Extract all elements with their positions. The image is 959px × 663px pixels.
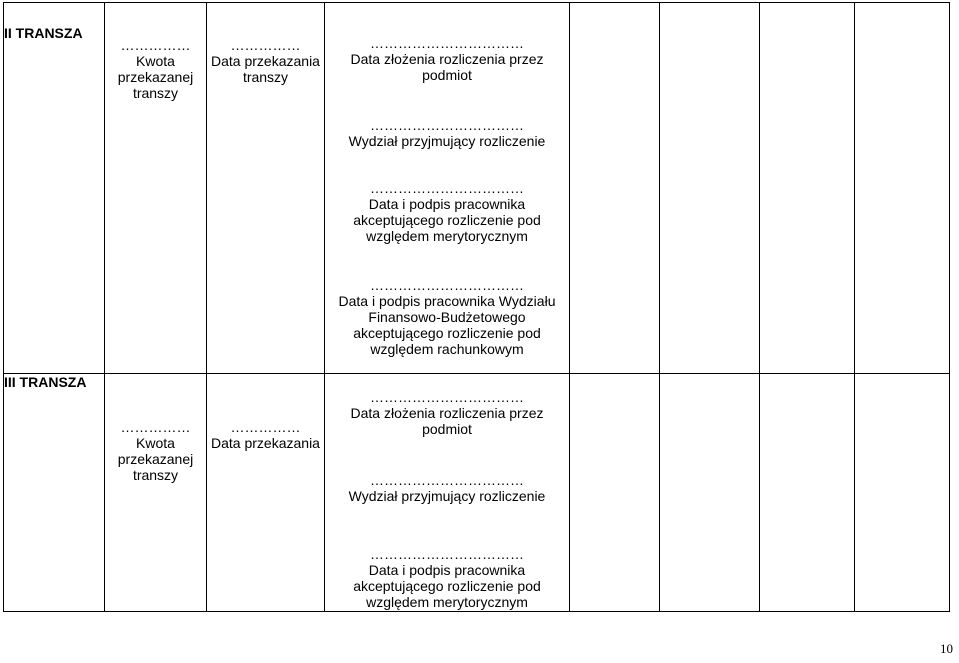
section-row-iii bbox=[4, 374, 950, 612]
amount-dots: …………… bbox=[120, 37, 191, 53]
department-label: Wydział przyjmujący rozliczenie bbox=[348, 133, 546, 149]
empty-cell bbox=[760, 374, 855, 612]
submission-dots: …………………………… bbox=[370, 389, 524, 405]
section-row-ii bbox=[4, 3, 950, 374]
amount-cell bbox=[105, 3, 207, 374]
section-label: II TRANSZA bbox=[4, 3, 105, 374]
transfer-date-dots: …………… bbox=[230, 419, 301, 435]
transfer-date-cell bbox=[207, 3, 325, 374]
page-number: 10 bbox=[940, 641, 953, 656]
transfer-date-cell bbox=[207, 374, 325, 612]
amount-dots: …………… bbox=[120, 419, 191, 435]
submission-label: Data złożenia rozliczenia przez podmiot bbox=[350, 405, 544, 437]
amount-cell bbox=[105, 374, 207, 612]
section-label: III TRANSZA bbox=[4, 374, 105, 612]
empty-cell bbox=[660, 374, 760, 612]
merit-sign-label: Data i podpis pracownika akceptującego rozliczenie pod względem merytorycznym bbox=[353, 562, 541, 610]
amount-label: Kwota przekazanej transzy bbox=[117, 435, 194, 483]
empty-cell bbox=[760, 3, 855, 374]
finance-sign-label: Data i podpis pracownika Wydziału Finansowo-Budżetowego akceptującego rozliczenie pod względem rachunkowym bbox=[338, 293, 556, 357]
settlement-cell bbox=[325, 374, 570, 612]
empty-cell bbox=[660, 3, 760, 374]
empty-cell bbox=[855, 3, 950, 374]
empty-cell bbox=[570, 3, 660, 374]
transfer-date-dots: …………… bbox=[230, 37, 301, 53]
empty-cell bbox=[570, 374, 660, 612]
amount-label: Kwota przekazanej transzy bbox=[117, 53, 194, 101]
submission-dots: …………………………… bbox=[370, 35, 524, 51]
department-dots: …………………………… bbox=[370, 472, 524, 488]
merit-sign-dots: …………………………… bbox=[370, 546, 524, 562]
transfer-date-label: Data przekazania transzy bbox=[211, 53, 320, 85]
merit-sign-dots: …………………………… bbox=[370, 180, 524, 196]
department-label: Wydział przyjmujący rozliczenie bbox=[348, 488, 546, 504]
merit-sign-label: Data i podpis pracownika akceptującego rozliczenie pod względem merytorycznym bbox=[353, 196, 541, 244]
finance-sign-dots: …………………………… bbox=[370, 277, 524, 293]
settlement-cell bbox=[325, 3, 570, 374]
empty-cell bbox=[855, 374, 950, 612]
transfer-date-label: Data przekazania bbox=[211, 435, 320, 451]
submission-label: Data złożenia rozliczenia przez podmiot bbox=[350, 51, 544, 83]
tranche-settlement-table bbox=[3, 2, 950, 612]
department-dots: …………………………… bbox=[370, 117, 524, 133]
